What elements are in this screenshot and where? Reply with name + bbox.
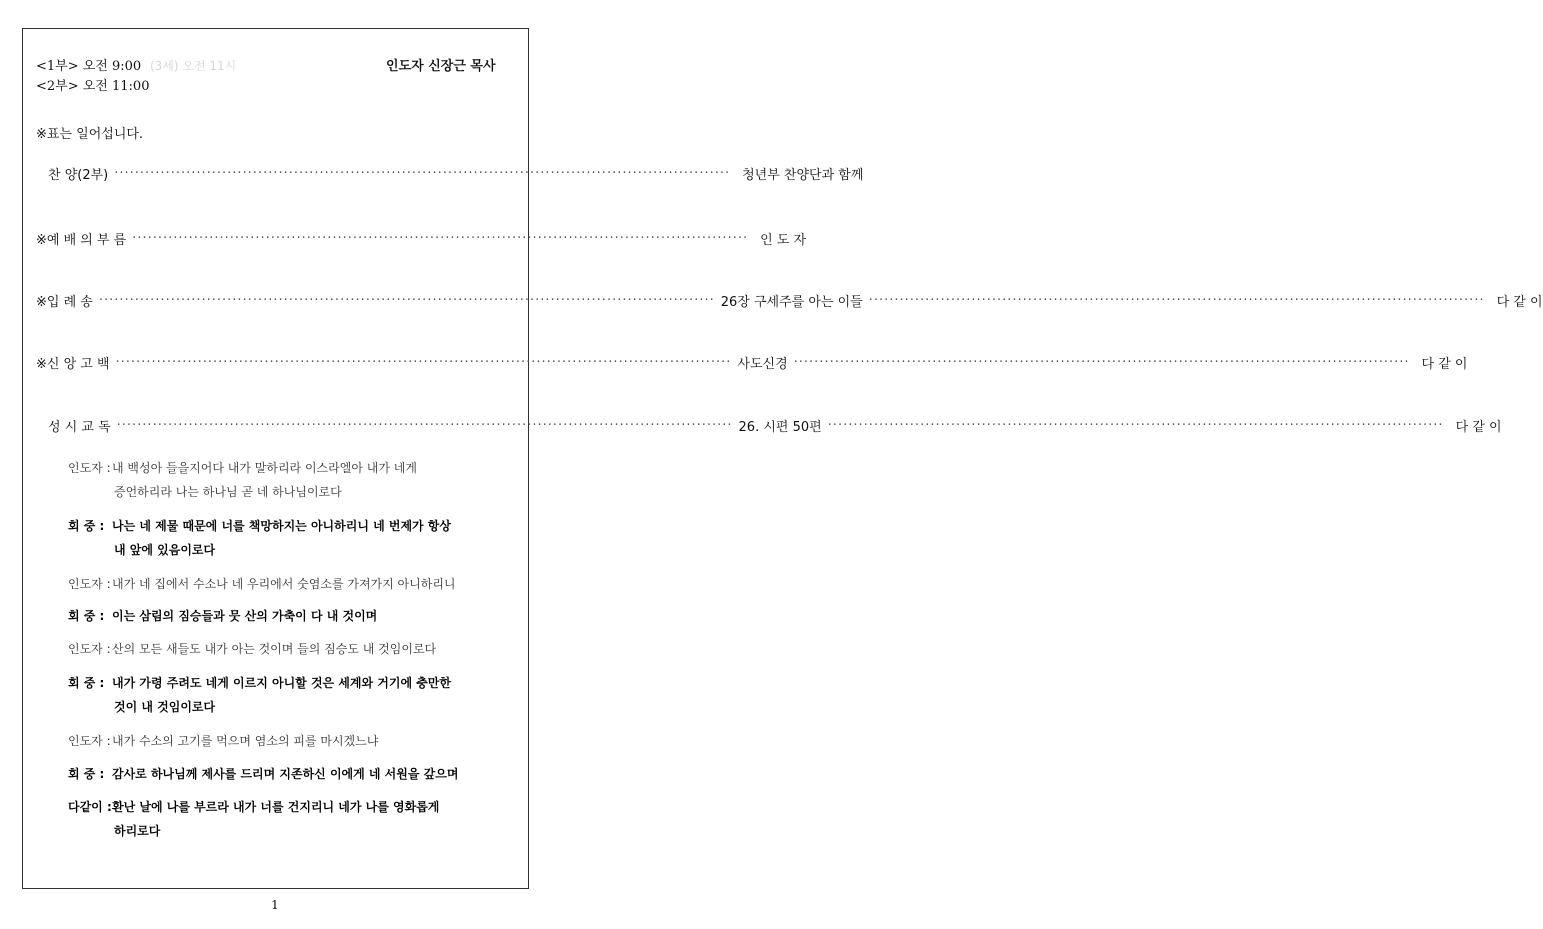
reading-verse	[68, 637, 508, 661]
order-item-detail: 사도신경	[737, 356, 788, 372]
order-item-leader: 청년부 찬양단과 함께	[742, 167, 864, 183]
leader-dots: ························································································································	[793, 354, 1410, 370]
reading-line: 내가 수소의 고기를 먹으며 염소의 피를 마시겠느냐	[112, 734, 379, 748]
order-item-detail: 26장 구세주를 아는 이들	[720, 294, 863, 310]
leader-dots: ························································································································	[114, 165, 731, 181]
order-item	[36, 290, 1543, 310]
reading-line: 내가 네 집에서 수소나 네 우리에서 숫염소를 가져가지 아니하리니	[112, 577, 456, 591]
leader-dots: ························································································································	[115, 354, 732, 370]
order-item-label: ※신 앙 고 백	[36, 356, 110, 372]
order-item	[48, 415, 1502, 435]
reading-line: 환난 날에 나를 부르라 내가 너를 건지리니 네가 나를 영화롭게	[112, 800, 440, 814]
order-item-label: 성 시 교 독	[48, 419, 111, 435]
reading-line: 증언하리라 나는 하나님 곧 네 하나님이로다	[114, 485, 342, 499]
reading-verse	[68, 514, 508, 562]
reading-line: 이는 삼림의 짐승들과 뭇 산의 가축이 다 내 것이며	[112, 609, 378, 623]
leader-name: 인도자 신장근 목사	[386, 59, 496, 74]
reading-speaker: 다같이 :	[68, 800, 112, 814]
service-time-2: <2부> 오전 11:00	[36, 79, 150, 94]
reading-verse	[68, 572, 508, 596]
reading-line: 내 백성아 들을지어다 내가 말하리라 이스라엘아 내가 네게	[112, 461, 417, 475]
leader-dots: ························································································································	[132, 230, 749, 246]
order-item-label: ※입 례 송	[36, 294, 93, 310]
order-item-detail: 26. 시편 50편	[738, 419, 822, 435]
reading-verse	[68, 604, 508, 628]
reading-line: 하리로다	[114, 824, 161, 838]
reading-line: 내 앞에 있음이로다	[114, 543, 216, 557]
leader-dots: ························································································································	[98, 292, 715, 308]
leader-dots: ························································································································	[116, 417, 733, 433]
order-item	[36, 228, 807, 248]
service-time-1: <1부> 오전 9:00	[36, 59, 142, 74]
reading-verse	[68, 762, 508, 786]
ghost-text: (3세) 오전 11시	[150, 59, 237, 73]
reading-speaker: 인도자 :	[68, 734, 111, 748]
reading-speaker: 회 중 :	[68, 676, 105, 690]
reading-speaker: 인도자 :	[68, 461, 111, 475]
leader-dots: ························································································································	[827, 417, 1444, 433]
order-item	[36, 352, 1468, 372]
order-item-label: 찬 양(2부)	[48, 167, 109, 183]
reading-line: 것이 내 것임이로다	[114, 700, 216, 714]
order-item-leader: 다 같 이	[1455, 419, 1502, 435]
reading-verse	[68, 729, 508, 753]
reading-verse	[68, 795, 508, 843]
reading-speaker: 인도자 :	[68, 642, 111, 656]
reading-verse	[68, 456, 508, 504]
page-number: 1	[271, 898, 279, 912]
reading-line: 산의 모든 새들도 내가 아는 것이며 들의 짐승도 내 것임이로다	[112, 642, 437, 656]
reading-line: 감사로 하나님께 제사를 드리며 지존하신 이에게 네 서원을 갚으며	[112, 767, 459, 781]
reading-speaker: 회 중 :	[68, 767, 105, 781]
order-item	[48, 163, 864, 183]
order-item-leader: 인 도 자	[760, 232, 807, 248]
reading-line: 나는 네 제물 때문에 너를 책망하지는 아니하리니 네 번제가 항상	[112, 519, 451, 533]
reading-speaker: 회 중 :	[68, 519, 105, 533]
leader-dots: ························································································································	[868, 292, 1485, 308]
reading-speaker: 인도자 :	[68, 577, 111, 591]
order-item-leader: 다 같 이	[1496, 294, 1543, 310]
reading-speaker: 회 중 :	[68, 609, 105, 623]
reading-line: 내가 가령 주려도 네게 이르지 아니할 것은 세계와 거기에 충만한	[112, 676, 451, 690]
reading-verse	[68, 671, 508, 719]
standing-note: ※표는 일어섭니다.	[36, 127, 144, 142]
order-item-leader: 다 같 이	[1421, 356, 1468, 372]
order-item-label: ※예 배 의 부 름	[36, 232, 127, 248]
